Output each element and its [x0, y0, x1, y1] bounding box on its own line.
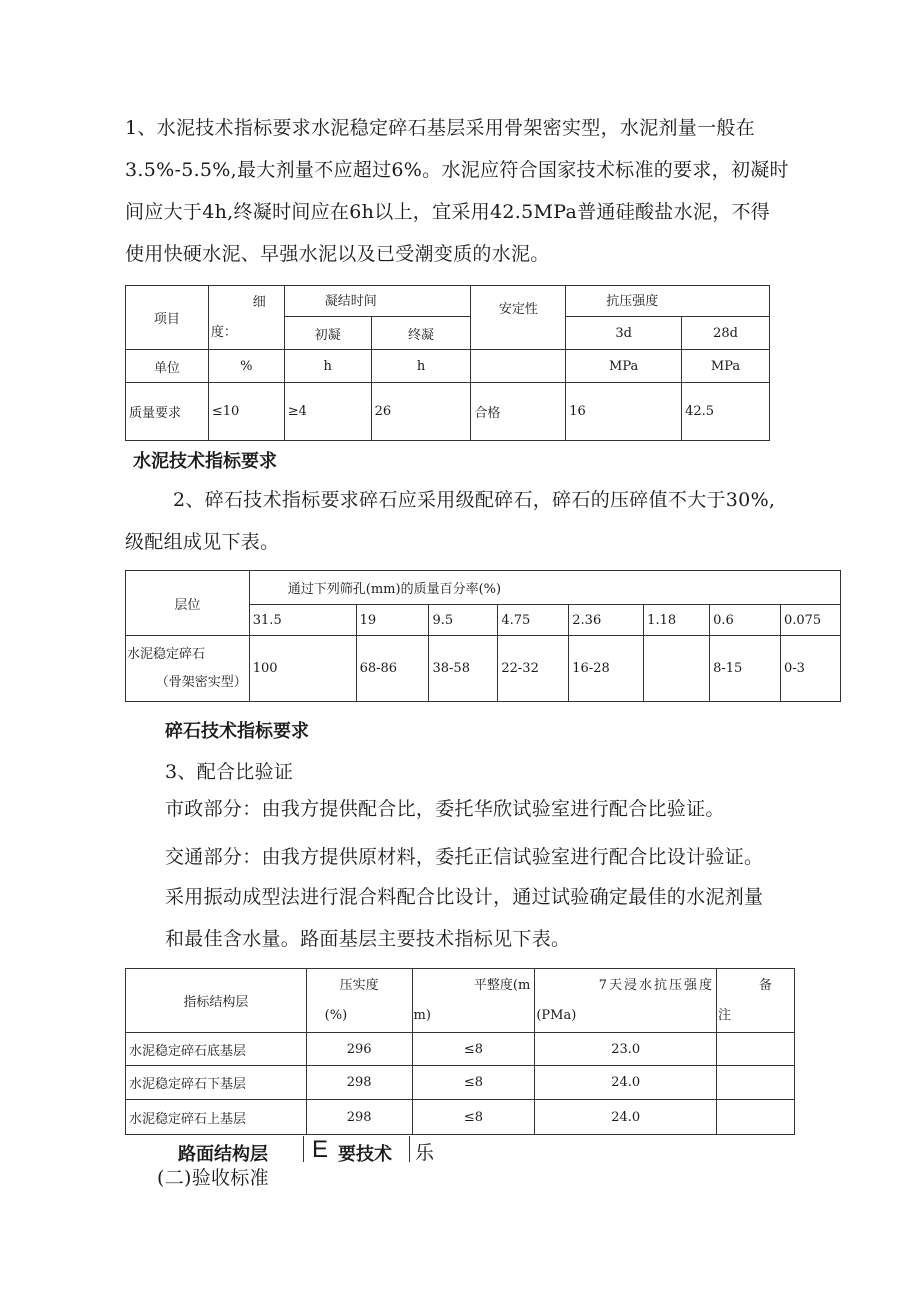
gradation-value: 16-28: [569, 636, 644, 702]
header-initial-set: 初凝: [284, 317, 371, 350]
sieve-size: 0.075: [780, 605, 840, 636]
row-flatness: ≤8: [412, 1066, 535, 1100]
sieve-size: 9.5: [429, 605, 498, 636]
row-layer-name: 水泥稳定碎石下基层: [126, 1066, 307, 1100]
row-remarks: [717, 1033, 795, 1066]
caption-divider: [303, 1136, 304, 1162]
quality-value: 42.5: [682, 383, 770, 441]
sieve-size: 0.6: [710, 605, 781, 636]
header-3d: 3d: [566, 317, 682, 350]
row-remarks: [717, 1066, 795, 1100]
header-fineness-line2: 度：: [210, 324, 237, 340]
row-flatness: ≤8: [412, 1100, 535, 1135]
table-row: [126, 1100, 795, 1135]
header-compaction-line1: 压实度: [339, 977, 379, 993]
header-final-set: 终凝: [371, 317, 471, 350]
row-strength: 24.0: [535, 1066, 717, 1100]
quality-value: 16: [566, 383, 682, 441]
header-fineness: [208, 286, 284, 350]
table-row: [126, 1033, 795, 1066]
header-flatness: [412, 969, 535, 1033]
table-caption: 碎石技术指标要求: [165, 721, 309, 742]
unit-value: h: [371, 350, 471, 383]
row-layer-name: 水泥稳定碎石底基层: [126, 1033, 307, 1066]
quality-value: ≥4: [284, 383, 371, 441]
quality-value: ≤10: [208, 383, 284, 441]
sieve-size: 1.18: [644, 605, 710, 636]
unit-value: %: [208, 350, 284, 383]
header-setting-time: 凝结时间: [284, 286, 471, 317]
caption-part: 路面结构层: [178, 1144, 268, 1165]
row-strength: 23.0: [535, 1033, 717, 1066]
caption-divider: [409, 1136, 410, 1162]
header-fineness-line1: 细: [252, 294, 266, 310]
row-name-line2: （骨架密实型）: [155, 674, 247, 690]
caption-part: 乐: [415, 1142, 435, 1164]
unit-value: MPa: [682, 350, 770, 383]
gradation-value: 0-3: [780, 636, 840, 702]
row-compaction: 296: [306, 1033, 412, 1066]
header-28d: 28d: [682, 317, 770, 350]
header-strength-line2: (PMa): [536, 1007, 577, 1023]
row-remarks: [717, 1100, 795, 1135]
header-remarks-line1: 备: [758, 977, 772, 993]
row-compaction: 298: [306, 1066, 412, 1100]
unit-value: [471, 350, 566, 383]
header-item: 项目: [126, 286, 209, 350]
pavement-base-table: [125, 968, 795, 1135]
gradation-value: 100: [249, 636, 356, 702]
row-name-cement-stabilized: [126, 636, 250, 702]
header-strength-line1: 7天浸水抗压强度: [598, 977, 715, 993]
sieve-size: 31.5: [249, 605, 356, 636]
header-compaction-line2: (%): [324, 1007, 348, 1023]
caption-part: E: [312, 1136, 329, 1163]
paragraph-line: 间应大于4h,终凝时间应在6h以上，宜采用42.5MPa普通硅酸盐水泥，不得: [125, 201, 771, 223]
sieve-size: 19: [356, 605, 429, 636]
row-compaction: 298: [306, 1100, 412, 1135]
header-7day-strength: [535, 969, 717, 1033]
row-strength: 24.0: [535, 1100, 717, 1135]
row-layer-name: 水泥稳定碎石上基层: [126, 1100, 307, 1135]
cement-spec-table: [125, 285, 770, 441]
caption-part: 要技术: [338, 1144, 392, 1165]
quality-value: 26: [371, 383, 471, 441]
table-row: [126, 1066, 795, 1100]
header-compaction: [306, 969, 412, 1033]
header-remarks: [717, 969, 795, 1033]
unit-value: h: [284, 350, 371, 383]
gradation-value: 68-86: [356, 636, 429, 702]
section-heading: (二)验收标准: [157, 1167, 269, 1189]
paragraph-line: 采用振动成型法进行混合料配合比设计，通过试验确定最佳的水泥剂量: [165, 886, 764, 908]
sieve-size: 4.75: [498, 605, 569, 636]
sieve-size: 2.36: [569, 605, 644, 636]
header-index-layer: 指标结构层: [126, 969, 307, 1033]
gradation-table: [125, 570, 841, 702]
paragraph-line: 1、水泥技术指标要求水泥稳定碎石基层采用骨架密实型，水泥剂量一般在: [125, 117, 755, 139]
gradation-value: 38-58: [429, 636, 498, 702]
paragraph-line: 2、碎石技术指标要求碎石应采用级配碎石，碎石的压碎值不大于30%,: [173, 489, 776, 511]
quality-label: 质量要求: [126, 383, 209, 441]
unit-value: MPa: [566, 350, 682, 383]
paragraph-line: 级配组成见下表。: [125, 531, 280, 553]
unit-label: 单位: [126, 350, 209, 383]
row-flatness: ≤8: [412, 1033, 535, 1066]
header-remarks-line2: 注: [718, 1007, 732, 1023]
paragraph-line: 使用快硬水泥、早强水泥以及已受潮变质的水泥。: [125, 243, 550, 265]
header-flatness-line2: m): [413, 1007, 431, 1023]
header-layer: 层位: [126, 571, 250, 636]
header-compressive-strength: 抗压强度: [566, 286, 770, 317]
header-stability: 安定性: [471, 286, 566, 350]
table-caption: 水泥技术指标要求: [133, 451, 277, 472]
row-name-line1: 水泥稳定碎石: [127, 646, 206, 662]
header-flatness-line1: 平整度(m: [473, 977, 531, 993]
gradation-value: 22-32: [498, 636, 569, 702]
quality-value: 合格: [471, 383, 566, 441]
paragraph-line: 交通部分：由我方提供原材料，委托正信试验室进行配合比设计验证。: [165, 846, 764, 868]
paragraph-line: 和最佳含水量。路面基层主要技术指标见下表。: [165, 928, 571, 950]
header-passing-percent: 通过下列筛孔(mm)的质量百分率(%): [249, 571, 840, 605]
paragraph-line: 3.5%-5.5%,最大剂量不应超过6%。水泥应符合国家技术标准的要求，初凝时: [125, 159, 789, 181]
gradation-value: [644, 636, 710, 702]
paragraph-line: 市政部分：由我方提供配合比，委托华欣试验室进行配合比验证。: [165, 798, 725, 820]
gradation-value: 8-15: [710, 636, 781, 702]
paragraph-line: 3、配合比验证: [165, 761, 294, 783]
